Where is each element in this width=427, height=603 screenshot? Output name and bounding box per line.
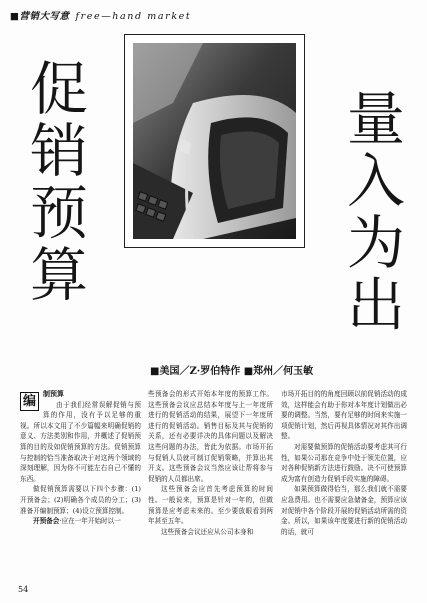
paragraph: 如果预算做得恰当，那么我们就不需要应急费用。也不需要应急储备金，预算应该对促销中各个阶段开展的促销活动所需的资金。所以，如果该年度要进行新的促销活动的话，就可 [281,485,407,536]
headline-char: 量 [346,85,405,153]
header-english: free—hand market [75,11,192,22]
editor-note [20,389,141,484]
headline-char: 出 [346,271,405,339]
steps-paragraph: 做促销预算需要以下四个步骤：(1)开预备会；(2)明确各个成员的分工；(3)准备开编制预算；(4)设立预算控制。 [20,485,141,515]
headline-left [22,55,96,309]
text-column-2 [148,389,273,537]
text-column-1 [20,389,141,527]
computer-keyboard-image [133,43,296,239]
text-column-3 [281,389,407,537]
editor-note-title: 制预算 [43,389,64,398]
headline-char: 为 [346,209,405,277]
paragraph: 市场开拓目的的角度回顾以前促销活动的成效，这样能会有助于你对本年度计划做出必要的调整。当然，要有足够的时间来实施一项促销计划，然后再视具体情况对其作出调整。 [281,390,407,441]
paragraph: 这些预备会议还应从公司本身和 [161,527,254,536]
section-title: 开预备会 [33,517,60,526]
byline: ■美国／Z·罗伯特作 ■郑州／何玉敏 [150,366,314,377]
paragraph: 对需要做预算的促销活动要考虑其可行性，如果公司那在竞争中处于领先位置，应对各种促销新方法进行鼓励。决不可使预算成为富有创造力促销手段实施的障碍。 [281,442,407,483]
headline-char: 入 [346,147,405,215]
intro-paragraph: 由于我们经常误解促销与预算的作用，没有予以足够的重视。所以本文用了不少篇幅来明确促销的意义、方法类别和作用，并概述了促销预算的目的及如促销预算的方法。促销预算与控制的恰当准备取决于对这两个领域的深刻理解，因为你不可能左右自己不懂的东西。 [20,400,141,483]
section-text: ·应在一年开始时以一 [59,517,121,526]
page-number: 54 [18,585,29,594]
header-column-name: 营销大写意 [19,11,70,22]
headline-char: 算 [29,241,88,309]
editor-badge: 编 [20,392,39,411]
header-square: ■ [10,11,20,22]
paragraph: 这些预备会应首先考虑预算的时间性。一般说来，预算是针对一年的，但做预算是应考虑未来的。至少要放眼看到两年甚至五年。 [148,485,273,526]
article-photo [124,34,305,248]
headline-char: 销 [29,117,88,185]
headline-right [339,85,413,339]
paragraph: 些预备会的形式开始本年度的预算工作。这些预备会议应总结本年度与上一年度所进行的促销活动的结果，展望下一年度所进行的促销活动。销售目标及其与促销的关系，还有必要详决的具体问题以及解决这些问题的办法，皆此为依据。市场开拓与促销人员就可制订促销策略，并算出其开支。这些预备会议当然应该让帮将参与促销的人员都出席。 [148,390,273,483]
column-header [10,8,191,22]
headline-char: 预 [29,179,88,247]
headline-char: 促 [29,55,88,123]
